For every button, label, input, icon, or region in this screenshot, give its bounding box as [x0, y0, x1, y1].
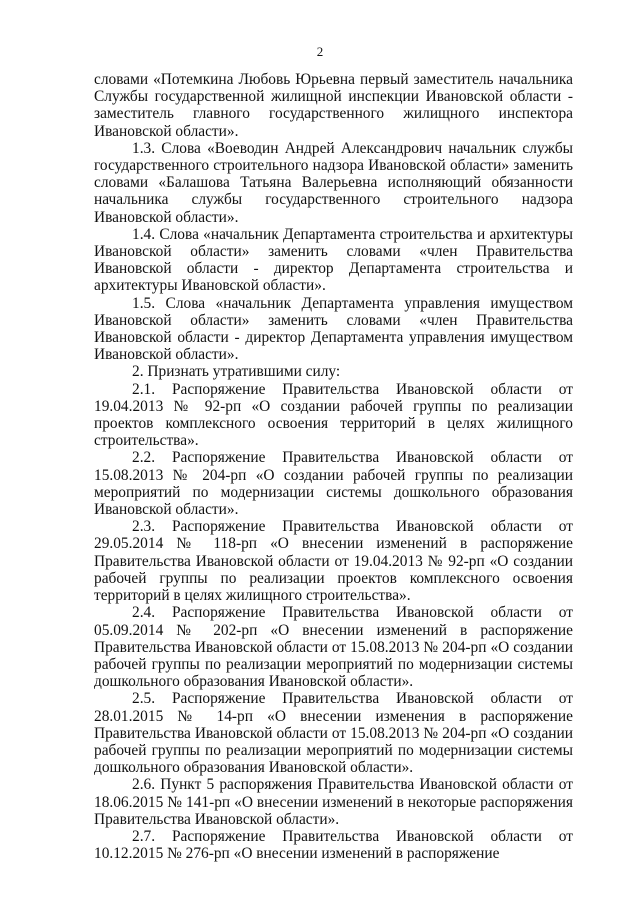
paragraph-continuation: словами «Потемкина Любовь Юрьевна первый заместитель начальника Службы государственной жилищной инспекции Ивановской области - заместитель главного государственного жилищного инспектора Ивановской области». — [94, 71, 573, 140]
paragraph-2-2: 2.2. Распоряжение Правительства Ивановской области от 15.08.2013 № 204-рп «О создании рабочей группы по реализации мероприятий по модернизации системы дошкольного образования Ивановской области». — [94, 449, 573, 519]
paragraph-2-7: 2.7. Распоряжение Правительства Ивановской области от 10.12.2015 № 276-рп «О внесении изменений в распоряжение — [94, 827, 573, 863]
paragraph-1-5: 1.5. Слова «начальник Департамента управления имуществом Ивановской области» заменить словами «член Правительства Ивановской области - директор Департамента управления имуществом Ивановской области». — [94, 294, 573, 364]
document-body — [94, 71, 573, 862]
paragraph-2-3: 2.3. Распоряжение Правительства Ивановской области от 29.05.2014 № 118-рп «О внесении изменений в распоряжение Правительства Ивановской области от 19.04.2013 № 92-рп «О создании рабочей группы по реализации проектов комплексного освоения территорий в целях жилищного строительства». — [94, 518, 573, 605]
paragraph-2-6: 2.6. Пункт 5 распоряжения Правительства Ивановской области от 18.06.2015 № 141-рп «О внесении изменений в некоторые распоряжения Правительства Ивановской области». — [94, 776, 573, 828]
page-number: 2 — [316, 44, 324, 59]
paragraph-1-4: 1.4. Слова «начальник Департамента строительства и архитектуры Ивановской области» заменить словами «член Правительства Ивановской области - директор Департамента строительства и архитектуры Ивановской области». — [94, 225, 573, 295]
paragraph-2-1: 2.1. Распоряжение Правительства Ивановской области от 19.04.2013 № 92-рп «О создании рабочей группы по реализации проектов комплексного освоения территорий в целях жилищного строительства». — [94, 380, 573, 450]
paragraph-2: 2. Признать утратившими силу: — [132, 363, 341, 381]
paragraph-2-5: 2.5. Распоряжение Правительства Ивановской области от 28.01.2015 № 14-рп «О внесении изменения в распоряжение Правительства Ивановской области от 15.08.2013 № 204-рп «О создании рабочей группы по реализации мероприятий по модернизации системы дошкольного образования Ивановской области». — [94, 690, 573, 777]
paragraph-1-3: 1.3. Слова «Воеводин Андрей Александрович начальник службы государственного строительного надзора Ивановской области» заменить словами «Балашова Татьяна Валерьевна исполняющий обязанности начальника службы государственного строительного надзора Ивановской области». — [94, 139, 573, 226]
paragraph-2-4: 2.4. Распоряжение Правительства Ивановской области от 05.09.2014 № 202-рп «О внесении изменений в распоряжение Правительства Ивановской области от 15.08.2013 № 204-рп «О создании рабочей группы по реализации мероприятий по модернизации системы дошкольного образования Ивановской области». — [94, 604, 573, 691]
